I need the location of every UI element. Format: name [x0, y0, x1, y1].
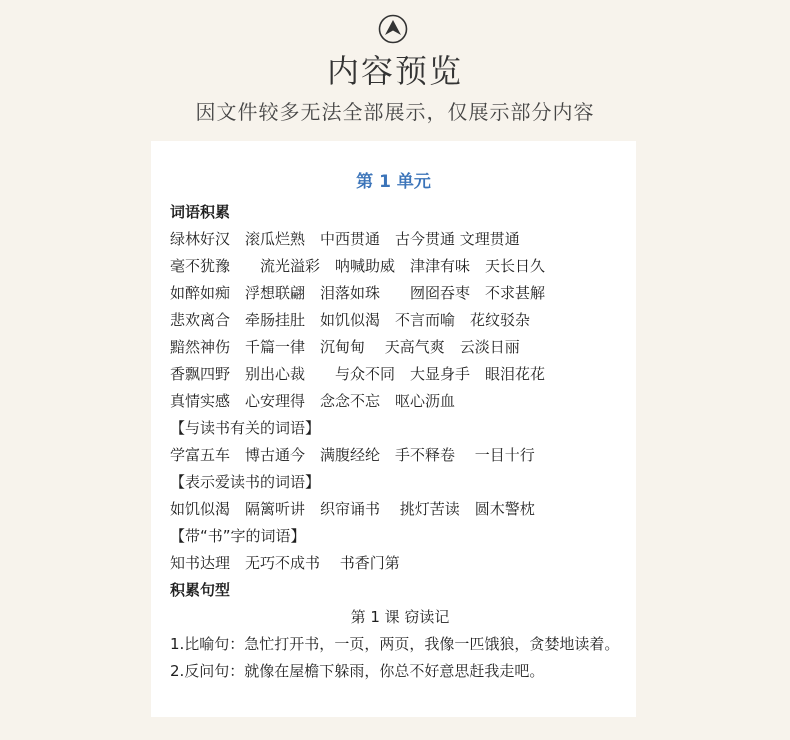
section-heading-sentences: 积累句型: [170, 581, 231, 599]
lesson-title: 第 1 课 窃读记: [350, 608, 450, 626]
vocab-line: 毫不犹豫 流光溢彩 呐喊助威 津津有味 天长日久: [170, 257, 546, 275]
sentence-line: 1.比喻句：急忙打开书，一页，两页，我像一匹饿狼，贪婪地读着。: [170, 635, 620, 653]
group-title-book-char: 【带“书”字的词语】: [170, 527, 306, 545]
group-words-reading: 学富五车 博古通今 满腹经纶 手不释卷 一目十行: [170, 446, 535, 464]
page-title: 内容预览: [326, 52, 463, 90]
sentence-line: 2.反问句：就像在屋檐下躲雨，你总不好意思赶我走吧。: [170, 662, 545, 680]
document-body: [170, 199, 630, 685]
vocab-line: 如醉如痴 浮想联翩 泪落如珠 囫囵吞枣 不求甚解: [170, 284, 546, 302]
document-preview-card[interactable]: [151, 141, 636, 717]
vocab-line: 香飘四野 别出心裁 与众不同 大显身手 眼泪花花: [170, 365, 546, 383]
vocab-line: 真情实感 心安理得 念念不忘 呕心沥血: [170, 392, 456, 410]
group-title-love-reading: 【表示爱读书的词语】: [170, 473, 321, 491]
vocab-line: 绿林好汉 滚瓜烂熟 中西贯通 古今贯通 文理贯通: [170, 230, 520, 248]
group-words-love-reading: 如饥似渴 隔篱听讲 织帘诵书 挑灯苦读 圆木警枕: [170, 500, 535, 518]
section-heading-vocab: 词语积累: [170, 203, 231, 221]
page-subtitle: 因文件较多无法全部展示，仅展示部分内容: [195, 100, 595, 124]
group-title-reading: 【与读书有关的词语】: [170, 419, 321, 437]
vocab-line: 黯然神伤 千篇一律 沉甸甸 天高气爽 云淡日丽: [170, 338, 520, 356]
vocab-line: 悲欢离合 牵肠挂肚 如饥似渴 不言而喻 花纹驳杂: [170, 311, 531, 329]
up-arrow-circle-icon: [378, 14, 408, 44]
group-words-book-char: 知书达理 无巧不成书 书香门第: [170, 554, 400, 572]
unit-title: 第 1 单元: [356, 172, 431, 192]
